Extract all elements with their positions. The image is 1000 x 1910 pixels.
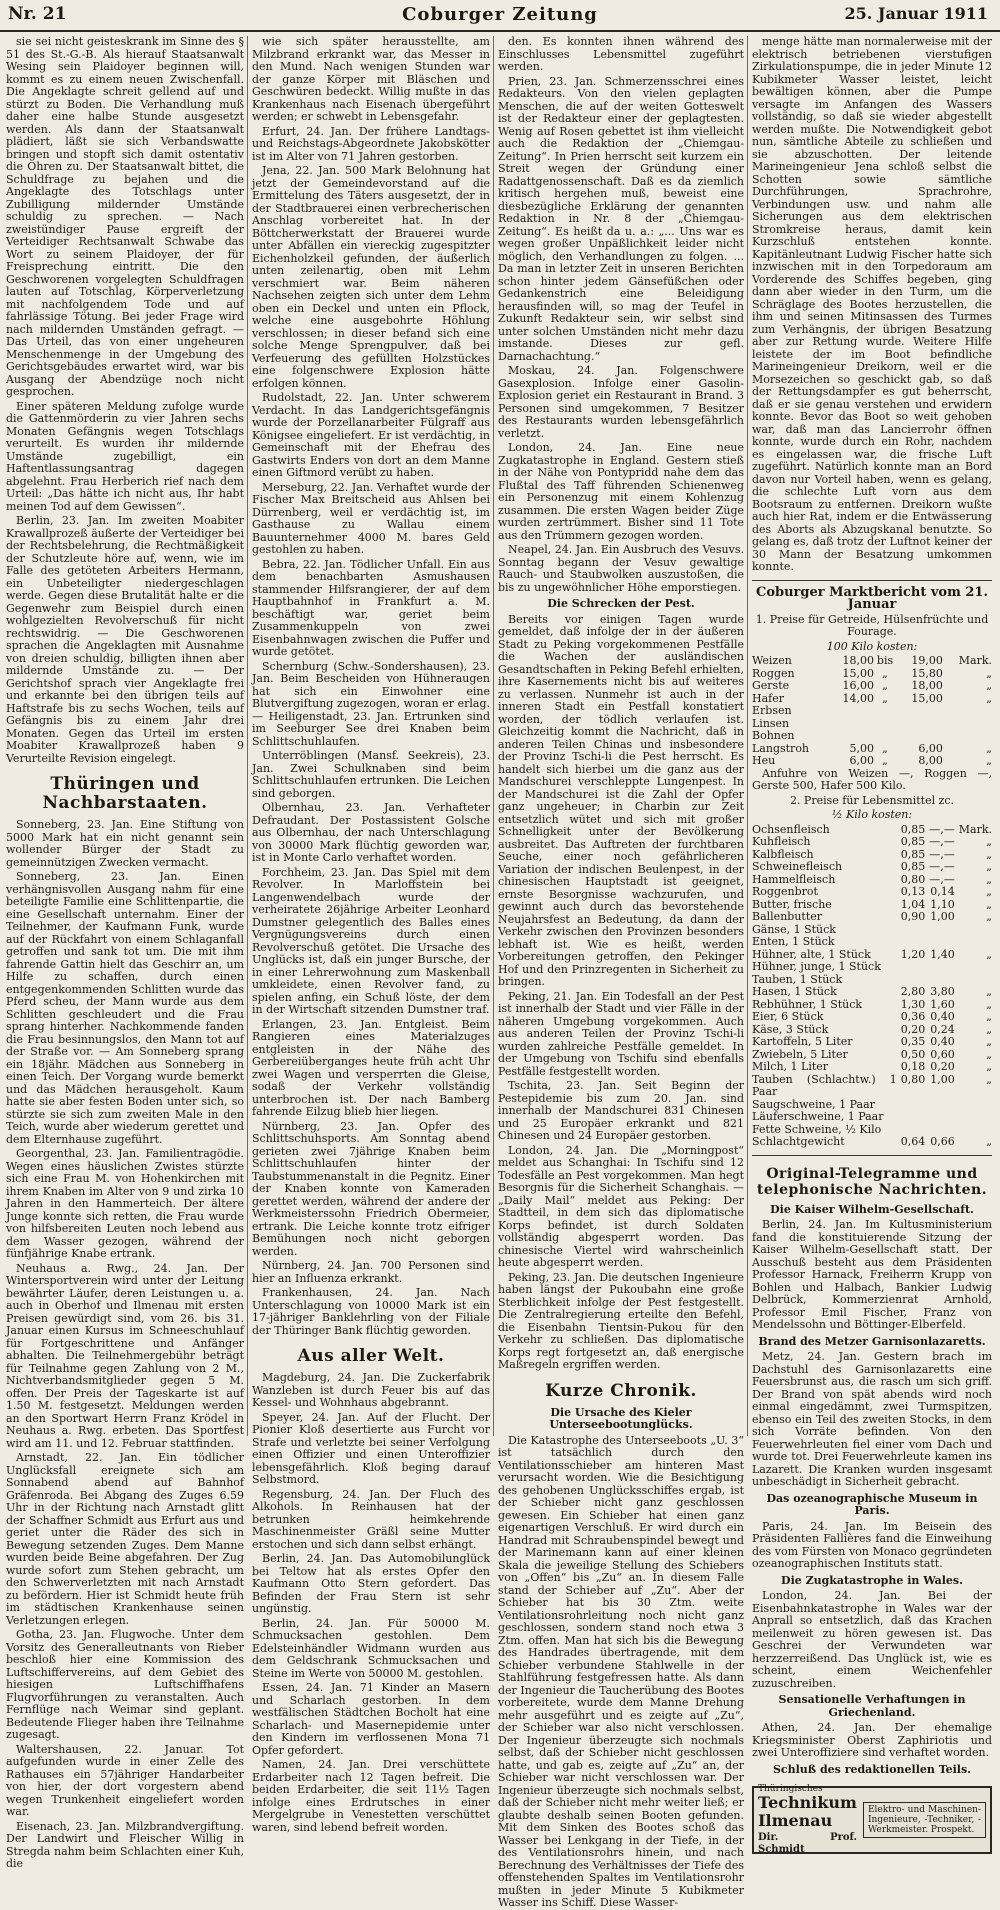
price-row xyxy=(752,680,992,693)
advertisement xyxy=(752,1783,992,1855)
price-cell-lo xyxy=(827,705,874,718)
price-cell-lo xyxy=(897,1111,926,1124)
article-paragraph: Die Katastrophe des Unterseeboots „U. 3“ ist tatsächlich durch den Ventilationsschieber am hinteren Mast verursacht worden. Wie die Besichtigung des gehobenen Unglücksschiffes ergab, ist der Schieber nicht ganz geschlossen gewesen. Ein Schieber hat einen ganz eigenartigen Verschluß. Er wird durch ein Handrad mit Schraubenspindel bewegt und der Marinemann kann auf einer kleinen Skala die jeweilige Stellung des Schiebers von „Offen“ bis „Zu“ an. In diesem Falle stand der Schieber auf „Zu“. Aber der Schieber hat bis 30 Ztm. weite Ventilationsrohrleitung noch nicht ganz geschlossen, sondern stand noch etwa 3 Ztm. offen. Man hat sich bis die Bewegung des Handrades übertragende, mit dem Schieber verbundene Stahlwelle in der Stahlführung festgefressen hatte. Als dann der Ingenieur die Taucherübung des Bootes vorbereitete, wurde dem Manne Drehung mehr ausgeführt und es zeigte auf „Zu“, der Schieber war also nicht verschlossen. Der Ingenieur überzeugte sich nochmals selbst, daß der Schieber nicht geschlossen hatte, und gab es, zeigte auf „Zu“ an, der Schieber war nicht verschlossen war. Der Ingenieur überzeugte sich nochmals selbst, daß der Schieber nicht mehr weiter ließ; er glaubte deshalb seinen Booten gefunden. Mit dem Sinken des Bootes schoß das Wasser bei Lenkgang in der Tiefe, in der des Ventilationsrohrs hinein, und nach Berechnung des Verhältnisses der Tiefe des offenstehenden Spaltes im Ventilationsrohr mußten in jeder Minute 5 Kubikmeter Wasser ins Schiff. Diese Wasser- xyxy=(498,1433,744,1909)
price-row xyxy=(752,911,992,924)
price-cell-unit: „ xyxy=(986,835,992,848)
price-cell-name: Enten, 1 Stück xyxy=(752,935,835,948)
price-cell-name: Hühner, junge, 1 Stück xyxy=(752,960,881,973)
price-cell-unit: „ xyxy=(986,947,992,961)
price-cell-lo: 0,13 xyxy=(900,885,926,898)
price-cell-lo: 5,00 xyxy=(849,741,875,755)
price-cell-hi xyxy=(896,718,943,731)
ad-top-line: Thüringisches xyxy=(758,1783,823,1794)
price-cell-unit: „ xyxy=(986,997,992,1011)
article-paragraph: Georgenthal, 23. Jan. Familientragödie. Wegen eines häuslichen Zwistes stürzte sich eine Frau M. von Hohenkirchen mit ihrem Knaben im Alter von 9 und zirka 10 Jahren in den Hammerteich. Der ältere Junge konnte sich retten, die Frau wurde von hilfsbereiten Leuten noch lebend aus dem Wasser gezogen, während der fünfjährige Knabe ertrank. xyxy=(6,1147,244,1260)
article-paragraph: Eisenach, 23. Jan. Milzbrandvergiftung. Der Landwirt und Fleischer Willig in Stregda nahm beim Schlachten einer Kuh, die xyxy=(6,1819,244,1870)
subheading: Die Schrecken der Pest. xyxy=(547,597,695,610)
article-paragraph: Nürnberg, 23. Jan. Opfer des Schlittschuhsports. Am Sonntag abend gerieten zwei 7jährige Knaben beim Schlittschuhlaufen hinter der Taubstummenanstalt in die Pegnitz. Einer der Knaben konnte von Kameraden gerettet werden, während der andere der Werkmeisterssohn Friedrich Obermeier, ertrank. Die Leiche konnte trotz eifriger Bemühungen noch nicht geborgen werden. xyxy=(252,1119,490,1258)
price-cell-lo: 0,85 xyxy=(900,835,926,848)
price-cell-name: Hühner, alte, 1 Stück xyxy=(752,947,871,961)
article-paragraph: Frankenhausen, 24. Jan. Nach Unterschlagung von 10000 Mark ist ein 17-jähriger Banklehrling von der Filiale der Thüringer Bank flüchtig geworden. xyxy=(252,1286,490,1337)
price-cell-hi: 0,60 xyxy=(930,1047,955,1061)
column-3 xyxy=(498,35,744,1909)
price-cell-name: Läuferschweine, 1 Paar xyxy=(752,1110,884,1123)
price-cell-name: Weizen xyxy=(752,654,792,667)
price-cell-hi: 0,14 xyxy=(930,885,955,898)
article-paragraph: Peking, 21. Jan. Ein Todesfall an der Pest ist innerhalb der Stadt und vier Fälle in der näheren Umgebung vorgekommen. Auch aus anderen Teilen der Provinz Tschi-li wurden zahlreiche Pestfälle gemeldet. In der Umgebung von Tschifu sind ebenfalls Pestfälle festgestellt worden. xyxy=(498,989,744,1078)
article-paragraph: Schernburg (Schw.-Sondershausen), 23. Jan. Beim Bescheiden von Hühneraugen hat sich ein Einwohner eine Blutvergiftung zugezogen, woran er erlag. — Heiligenstadt, 23. Jan. Ertrunken sind im Seeburger See drei Knaben beim Schlittschuhlaufen. xyxy=(252,659,490,748)
article-paragraph: Berlin, 24. Jan. Im Kultusministerium fand die konstituierende Sitzung der Kaiser Wilhelm-Gesellschaft statt. Der Ausschuß besteht aus dem Präsidenten Professor Harnack, Freiherrn Krupp von Bohlen und Halbach, Bankier Ludwig Delbrück, Kommerzienrat Arnhold, Professor Emil Fischer, Franz von Mendelssohn und Böttinger-Elberfeld. xyxy=(752,1218,992,1331)
issue-date: 25. Januar 1911 xyxy=(844,4,988,23)
price-row xyxy=(752,730,992,743)
price-cell-hi: —,— xyxy=(929,847,955,861)
price-cell-unit xyxy=(955,936,992,949)
price-cell-unit: „ xyxy=(986,1022,992,1036)
price-row xyxy=(752,836,992,849)
divider xyxy=(752,580,992,581)
price-cell-lo: 0,64 xyxy=(900,1135,926,1148)
price-cell-hi: 0,24 xyxy=(930,1022,955,1036)
price-row xyxy=(752,705,992,718)
price-cell-unit xyxy=(955,924,992,937)
subheading: Das ozeanographische Museum in Paris. xyxy=(766,1491,978,1517)
price-cell-hi: —,— xyxy=(929,860,955,873)
article-paragraph: Neapel, 24. Jan. Ein Ausbruch des Vesuvs. Sonntag begann der Vesuv gewaltige Rauch- und Staubwolken auszustoßen, die bis zu ungewöhnlicher Höhe emporstiegen. xyxy=(498,543,744,594)
price-cell-hi: 1,60 xyxy=(930,997,955,1011)
price-cell-lo: 0,85 xyxy=(900,860,926,873)
article-paragraph: Metz, 24. Jan. Gestern brach im Dachstuhl des Garnisonlazaretts eine Feuersbrunst aus, die rasch um sich griff. Der Brand von spät abends wird noch einmal eingedämmt, zwei Turmspitzen, ebenso ein Teil des zweiten Stocks, in dem sich Vorräte befinden. Von den Feuerwehrleuten fiel einer vom Dach und wurde tot. Drei Feuerwehrleute kamen ins Lazarett. Die Kranken wurden insgesamt unbeschädigt in Sicherheit gebracht. xyxy=(752,1350,992,1488)
price-cell-bis: „ xyxy=(882,679,888,692)
subheading: Die Kaiser Wilhelm-Gesellschaft. xyxy=(770,1202,974,1216)
article-paragraph: Magdeburg, 24. Jan. Die Zuckerfabrik Wanzleben ist durch Feuer bis auf das Kessel- und Wohnhaus abgebrannt. xyxy=(252,1371,490,1409)
price-cell-hi xyxy=(925,1111,955,1124)
column-4 xyxy=(752,35,992,1855)
article-paragraph: Sonneberg, 23. Jan. Einen verhängnisvollen Ausgang nahm für eine beteiligte Familie eine Schlittenpartie, die eine Gesellschaft unternahm. Einer der Teilnehmer, der Kaufmann Funk, wurde auf der Rückfahrt von einem Schlaganfall getroffen und sank tot um. Die mit ihm fahrende Gattin hielt das Geschirr an, um Hilfe zu schaffen, durch einen entgegenkommenden Schlitten wurde das Pferd scheu, der Mann wurde aus dem Schlitten geschleudert und die Frau sprang hinterher. Nachkommende fanden die Frau besinnungslos, den Mann tot auf der Straße vor. — Am Sonneberg sprang ein 18jähr. Mädchen aus Sonneberg in einen Teich. Der Vorgang wurde bemerkt und das Mädchen herausgeholt. Kaum hatte sie aber festen Boden unter sich, so stürzte sie sich zum zweiten Male in den Teich, wurde aber wiederum gerettet und dem Elternhause zugeführt. xyxy=(6,870,244,1146)
price-cell-name: Bohnen xyxy=(752,729,795,742)
price-cell-lo: 0,85 xyxy=(900,822,926,836)
article-paragraph: Erlangen, 23. Jan. Entgleist. Beim Rangieren eines Materialzuges entgleisten in der Nähe des Gerbereiüberganges heute früh acht Uhr zwei Wagen und versperrten die Gleise, sodaß der Verkehr vollständig unterbrochen ist. Der nach Bamberg fahrende Eilzug blieb hier liegen. xyxy=(252,1017,490,1118)
price-cell-hi xyxy=(925,924,955,937)
price-cell-lo: 1,20 xyxy=(900,947,926,961)
price-row xyxy=(752,886,992,899)
grain-price-table xyxy=(752,655,992,768)
price-cell-name: Hasen, 1 Stück xyxy=(752,985,837,998)
subheading: Brand des Metzer Garnisonlazaretts. xyxy=(758,1334,986,1348)
price-cell-hi: 15,80 xyxy=(911,666,943,680)
price-cell-bis xyxy=(874,730,896,743)
price-cell-unit: „ xyxy=(986,1060,992,1073)
price-cell-hi: 1,10 xyxy=(930,897,955,911)
price-cell-bis: „ xyxy=(882,666,888,680)
price-cell-lo: 0,20 xyxy=(900,1022,926,1036)
closing-line: Schluß des redaktionellen Teils. xyxy=(772,1762,972,1776)
column-rule xyxy=(247,36,248,1436)
price-cell-unit: „ xyxy=(986,691,992,705)
price-cell-name: Hammelfleisch xyxy=(752,872,836,886)
article-paragraph: Berlin, 24. Jan. Für 50000 M. Schmucksachen gestohlen. Dem Edelsteinhändler Widmann wurden aus dem Geldschrank Schmucksachen und Steine im Werte von 50000 M. gestohlen. xyxy=(252,1616,490,1680)
article-paragraph: Gotha, 23. Jan. Flugwoche. Unter dem Vorsitz des Generalleutnants von Rieber beschloß hier eine Kommission des Luftschiffervereins, auf dem Gebiet des hiesigen Luftschiffhafens Flugvorführungen zu veranstalten. Auch Fernflüge nach Weimar sind geplant. Bedeutende Flieger haben ihre Teilnahme zugesagt. xyxy=(6,1628,244,1741)
price-cell-unit xyxy=(955,1111,992,1124)
price-row xyxy=(752,986,992,999)
price-cell-unit xyxy=(943,718,992,731)
article-paragraph: Paris, 24. Jan. Im Beisein des Präsidenten Fallières fand die Einweihung des vom Fürsten von Monaco gegründeten ozeanographischen Instituts statt. xyxy=(752,1519,992,1570)
price-cell-name: Roggen xyxy=(752,666,795,680)
article-paragraph: Nürnberg, 24. Jan. 700 Personen sind hier an Influenza erkrankt. xyxy=(252,1259,490,1285)
market-unit-note: ½ Kilo kosten: xyxy=(831,808,913,821)
price-cell-name: Butter, frische xyxy=(752,897,832,911)
price-cell-name: Käse, 3 Stück xyxy=(752,1022,829,1036)
market-section-heading: 1. Preise für Getreide, Hülsenfrüchte und Fourage. xyxy=(755,612,989,638)
price-cell-lo: 0,50 xyxy=(900,1047,926,1061)
price-cell-lo xyxy=(897,924,926,937)
price-cell-lo: 0,35 xyxy=(900,1035,926,1048)
column-2 xyxy=(252,35,490,1834)
article-paragraph: Arnstadt, 22. Jan. Ein tödlicher Unglücksfall ereignete sich am Sonnabend abend auf Bahnhof Gräfenroda. Bei Abgang des Zuges 6.59 Uhr in der Richtung nach Arnstadt glitt der Schaffner Schmidt aus Erfurt aus und geriet unter die Räder des sich in Bewegung setzenden Zuges. Dem Manne wurden beide Beine abgefahren. Der Zug wurde sofort zum Stehen gebracht, um den Schwerverletzten mit nach Arnstadt zu befördern. Hier ist Schmidt heute früh im städtischen Krankenhause seinen Verletzungen erlegen. xyxy=(6,1451,244,1627)
price-cell-name: Gerste xyxy=(752,679,790,692)
price-cell-unit xyxy=(943,705,992,718)
article-paragraph: London, 24. Jan. Die „Morningpost“ meldet aus Schanghai: In Tschifu sind 12 Todesfälle an Pest vorgekommen. Man hegt Besorgnis für die Sicherheit Schanghais. — „Daily Mail“ meldet aus Peking: Der Stadtteil, in dem sich das diplomatische Korps befindet, ist durch Soldaten vollständig abgesperrt worden. Das chinesische Viertel wird wahrscheinlich heute abgesperrt werden. xyxy=(498,1143,744,1269)
price-cell-unit xyxy=(955,961,992,974)
price-cell-name: Langstroh xyxy=(752,741,810,755)
price-row xyxy=(752,1036,992,1049)
price-cell-lo xyxy=(827,730,874,743)
price-cell-lo: 16,00 xyxy=(842,679,875,692)
price-cell-hi: 6,00 xyxy=(918,741,943,755)
article-paragraph: Merseburg, 22. Jan. Verhaftet wurde der Fischer Max Breitscheid aus Ahlsen bei Dürrenberg, weil er verdächtig ist, im Gasthause zu Wallau einem Bauunternehmer 4000 M. bares Geld gestohlen zu haben. xyxy=(252,480,490,556)
article-paragraph: Regensburg, 24. Jan. Der Fluch des Alkohols. In Reinhausen hat der betrunken heimkehrende Maschinenmeister Gräßl seine Mutter erstochen und sich dann selbst erhängt. xyxy=(252,1487,490,1551)
column-1 xyxy=(6,35,244,1870)
price-row xyxy=(752,1111,992,1124)
article-paragraph: Einer späteren Meldung zufolge wurde die Gattenmörderin zu vier Jahren sechs Monaten Gefängnis wegen Totschlags verurteilt. Es wurden ihr mildernde Umstände zugebilligt, ein Haftentlassungsantrag dagegen abgelehnt. Frau Herberich rief nach dem Urteil: „Das hätte ich nicht aus, Ihr habt meinen Tod auf dem Gewissen“. xyxy=(6,399,244,513)
price-cell-bis: „ xyxy=(882,691,888,705)
price-cell-unit: „ xyxy=(986,847,992,861)
price-cell-name: Fette Schweine, ½ Kilo xyxy=(752,1122,882,1136)
column-rule xyxy=(747,36,748,1436)
price-row xyxy=(752,861,992,874)
price-cell-hi: 0,20 xyxy=(930,1060,955,1073)
article-paragraph: Sonneberg, 23. Jan. Eine Stiftung von 5000 Mark hat ein nicht genannt sein wollender Bürger der Stadt zu gemeinnützigen Zwecken vermacht. xyxy=(6,818,244,869)
market-section-heading: 2. Preise für Lebensmittel zc. xyxy=(789,793,955,807)
article-paragraph: Waltershausen, 22. Januar. Tot aufgefunden wurde in einer Zelle des Rathauses ein 57jähriger Handarbeiter von hier, der dort vorgestern abend wegen Trunkenheit eingeliefert worden war. xyxy=(6,1742,244,1818)
price-cell-bis: „ xyxy=(882,754,888,767)
price-cell-unit: „ xyxy=(986,741,992,755)
price-cell-name: Heu xyxy=(752,754,776,767)
price-cell-hi: 1,00 xyxy=(930,910,955,923)
newspaper-title: Coburger Zeitung xyxy=(402,4,598,25)
price-cell-hi: 8,00 xyxy=(918,754,943,767)
price-cell-lo: 1,30 xyxy=(900,997,926,1011)
article-paragraph: Bereits vor einigen Tagen wurde gemeldet, daß infolge der in der äußeren Stadt zu Peking vorgekommenen Pestfälle die Wachen der ausländischen Gesandtschaften in Peking Befehl erhielten, ihre Kasernements nicht bis auf weiteres zu verlassen. Nunmehr ist auch in der inneren Stadt ein Pestfall konstatiert worden, der tödlich verlaufen ist. Gleichzeitig kommt die Nachricht, daß in anderen Teilen Chinas und insbesondere der Provinz Tschi-li die Pest herrscht. Es handelt sich hierbei um die ganz aus der Mandschurei verschleppte Lungenpest. In der Mandschurei ist die Zahl der Opfer ganz ungeheuer; in Charbin zur Zeit entsetzlich wütet und sich mit großer Schnelligkeit unter der Bevölkerung ausbreitet. Das Auftreten der furchtbaren Seuche, einer noch gefährlicheren Variation der indischen Beulenpest, in der chinesischen Hauptstadt ist geeignet, ernste Besorgnisse wachzurufen, und gewinnt auch durch das bevorstehende Neujahrsfest an Bedeutung, da dann der Verkehr zwischen den Provinzen besonders lebhaft ist. Wie es heißt, werden Vorbereitungen getroffen, den Pekinger Hof und den Prinzregenten in Sicherheit zu bringen. xyxy=(498,612,744,988)
price-cell-lo: 0,80 xyxy=(900,872,926,886)
article-paragraph: Forchheim, 23. Jan. Das Spiel mit dem Revolver. In Marloffstein bei Langenwendelbach wurde der verheiratete 26jährige Arbeiter Leonhard Dumstner gelegentlich des Balles eines Vergnügungsvereins durch einen Revolverschuß getötet. Die Ursache des Unglücks ist, daß ein junger Bursche, der in einer Lehrerwohnung zum Maskenball umkleidete, einen Revolver fand, zu spielen anfing, ein Schuß löste, der dem in der Wirtschaft sitzenden Dumstner traf. xyxy=(252,865,490,1016)
price-row xyxy=(752,936,992,949)
price-row xyxy=(752,1074,992,1099)
article-paragraph: Tschita, 23. Jan. Seit Beginn der Pestepidemie bis zum 20. Jan. sind innerhalb der Mandschurei 831 Chinesen und 25 Europäer erkrankt und 821 Chinesen und 24 Europäer gestorben. xyxy=(498,1079,744,1142)
price-cell-lo xyxy=(827,718,874,731)
price-cell-hi xyxy=(896,705,943,718)
price-cell-name: Milch, 1 Liter xyxy=(752,1060,829,1073)
subheading: Die Ursache des Kieler Unterseebootunglücks. xyxy=(549,1405,693,1431)
article-paragraph: Unterröblingen (Mansf. Seekreis), 23. Jan. Zwei Schulknaben sind beim Schlittschuhlaufen ertrunken. Die Leichen sind geborgen. xyxy=(252,749,490,800)
price-cell-name: Ballenbutter xyxy=(752,910,823,923)
price-cell-unit: „ xyxy=(986,1035,992,1048)
article-paragraph: Neuhaus a. Rwg., 24. Jan. Der Wintersportverein wird unter der Leitung bewährter Läufer, deren Leistungen u. a. auch in Oberhof und Ilmenau mit ersten Preisen gewürdigt sind, vom 26. bis 31. Januar einen Kursus im Schneeschuhlauf für Fortgeschrittene und Anfänger abhalten. Die Teilnehmergebühr beträgt für Teilnahme gegen Zahlung von 2 M., Nichtverbandsmitglieder gegen 5 M. offen. Der Preis der Tageskarte ist auf 1.50 M. festgesetzt. Meldungen werden an den Sportwart Herrn Franz Krödel in Neuhaus a. Rwg. erbeten. Das Sportfest wird am 11. und 12. Februar stattfinden. xyxy=(6,1261,244,1450)
price-cell-lo: 0,80 xyxy=(900,1072,926,1086)
price-cell-name: Tauben, 1 Stück xyxy=(752,972,843,986)
price-cell-name: Linsen xyxy=(752,716,790,730)
price-row xyxy=(752,755,992,768)
page-number: Nr. 21 xyxy=(8,4,67,24)
article-paragraph: Moskau, 24. Jan. Folgenschwere Gasexplosion. Infolge einer Gasolin-Explosion geriet ein Restaurant in Brand. 3 Personen sind umgekommen, 7 Besitzer des Restaurants wurden lebensgefährlich verletzt. xyxy=(498,364,744,440)
article-paragraph: Jena, 22. Jan. 500 Mark Belohnung hat jetzt der Gemeindevorstand auf die Ermittelung des Täters ausgesetzt, der in der Stadtbrauerei einen verbrecherischen Anschlag vorbereitet hat. In der Böttcherwerkstatt der Brauerei wurde unter Abfällen ein viereckig zugespitzter Eichenholzkeil gefunden, der äußerlich unten zeilenartig, oben mit Lehm verschmiert war. Beim näheren Nachsehen zeigten sich unter dem Lehm oben ein Deckel und unten ein Pflock, welche eine ausgebohrte Höhlung verschlossen; in dieser befand sich eine solche Menge Sprengpulver, daß bei Verfeuerung des gefüllten Holzstückes eine folgenschwere Explosion hätte erfolgen können. xyxy=(252,164,490,390)
market-note: Anfuhre von Weizen —, Roggen —, Gerste 500, Hafer 500 Kilo. xyxy=(752,766,992,792)
price-cell-bis: „ xyxy=(882,741,888,755)
price-cell-lo xyxy=(897,961,926,974)
price-cell-unit: „ xyxy=(986,860,992,873)
section-heading: Aus aller Welt. xyxy=(297,1346,445,1366)
market-unit-note: 100 Kilo kosten: xyxy=(826,639,918,653)
price-cell-hi: 18,00 xyxy=(911,679,943,692)
price-row xyxy=(752,1011,992,1024)
price-cell-lo: 2,80 xyxy=(900,985,926,998)
section-heading: Kurze Chronik. xyxy=(545,1380,697,1401)
article-paragraph: wie sich später herausstellte, am Milzbrand erkrankt war, das Messer in den Mund. Nach wenigen Stunden war der ganze Körper mit Bläschen und Geschwüren bedeckt. Willig mußte in das Krankenhaus nach Eisenach übergeführt werden; er schwebt in Lebensgefahr. xyxy=(252,35,490,123)
price-cell-name: Schlachtgewicht xyxy=(752,1135,845,1148)
price-cell-hi: 1,40 xyxy=(930,947,955,961)
price-cell-unit: „ xyxy=(986,1135,992,1148)
price-cell-hi: —,— xyxy=(929,872,955,886)
article-paragraph: Rudolstadt, 22. Jan. Unter schwerem Verdacht. In das Landgerichtsgefängnis wurde der Porzellanarbeiter Fülgraff aus Königsee eingeliefert. Er ist verdächtig, in Gemeinschaft mit der Ehefrau des Gastwirts Enders von dort an dem Manne einen Giftmord verübt zu haben. xyxy=(252,391,490,479)
article-paragraph: Athen, 24. Jan. Der ehemalige Kriegsminister Oberst Zaphiriotis und zwei Unteroffiziere sind verhaftet worden. xyxy=(752,1721,992,1759)
price-cell-hi: 0,40 xyxy=(930,1035,955,1048)
price-cell-hi: 0,66 xyxy=(930,1135,955,1148)
price-cell-hi xyxy=(925,936,955,949)
ad-side-text: Elektro- und Maschinen-Ingenieure, -Techniker, -Werkmeister. Prospekt. xyxy=(863,1802,986,1838)
market-report-title: Coburger Marktbericht vom 21. Januar xyxy=(756,584,988,612)
price-cell-lo: 0,18 xyxy=(900,1060,926,1073)
section-heading: Original-Telegramme und telephonische Nachrichten. xyxy=(756,1165,988,1198)
price-cell-name: Tauben (Schlachtw.) 1 Paar xyxy=(752,1072,897,1098)
price-cell-lo: 15,00 xyxy=(842,666,875,680)
price-cell-name: Gänse, 1 Stück xyxy=(752,922,836,936)
price-cell-lo: 0,36 xyxy=(900,1010,926,1023)
price-cell-name: Zwiebeln, 5 Liter xyxy=(752,1047,848,1061)
article-paragraph: Berlin, 23. Jan. Im zweiten Moabiter Krawallprozeß äußerte der Verteidiger bei der Rechtsbelehrung, die Rechtmäßigkeit der Schutzleute höre auf, wenn, wie im Falle des getöteten Arbeiters Hermann, ein Unbeteiligter niedergeschlagen werde. Gegen diese Brutalität halte er die Gegenwehr zum Beispiel durch einen wohlgezielten Revolverschuß für nicht rechtswidrig. — Die Geschworenen sprachen die Angeklagten mit Ausnahme von dreien schuldig, billigten ihnen aber mildernde Umstände zu. — Der Gerichtshof sprach vier Angeklagte frei und erkannte bei den übrigen teils auf Haftstrafe bis zu sechs Wochen, teils auf Gefängnis bis zu einem Jahr drei Monaten. Gegen das Urteil im ersten Moabiter Krawallprozeß haben 9 Verurteilte Revision eingelegt. xyxy=(6,514,244,765)
price-cell-lo: 6,00 xyxy=(849,754,875,767)
price-cell-name: Kuhfleisch xyxy=(752,835,811,848)
price-cell-name: Hafer xyxy=(752,691,784,705)
price-cell-unit: „ xyxy=(986,1072,992,1086)
subheading: Die Zugkatastrophe in Wales. xyxy=(781,1573,963,1587)
price-cell-unit: „ xyxy=(986,1010,992,1023)
price-cell-bis xyxy=(874,705,896,718)
divider xyxy=(752,1155,992,1156)
price-cell-lo: 0,85 xyxy=(900,847,926,861)
article-paragraph: Essen, 24. Jan. 71 Kinder an Masern und Scharlach gestorben. In dem westfälischen Städtchen Bocholt hat eine Scharlach- und Masernepidemie unter den Kindern im verflossenen Mona 71 Opfer gefordert. xyxy=(252,1681,490,1757)
article-paragraph: den. Es konnten ihnen während des Einschlusses Lebensmittel zugeführt werden. xyxy=(498,35,744,73)
article-paragraph: Prien, 23. Jan. Schmerzensschrei eines Redakteurs. Von den vielen geplagten Menschen, die auf der weiten Gotteswelt ist der Redakteur einer der geplagtesten. Wenig auf Rosen gebettet ist ihm vielleicht auch die Redaktion der „Chiemgau-Zeitung“. In Prien herrscht seit kurzem ein Streit wegen der Gründung einer Radattgenossenschaft. Daß es da ziemlich kritisch hergehen muß, beweist eine diesbezügliche Erklärung der genannten Redaktion in Nr. 8 der „Chiemgau-Zeitung“. Es heißt da u. a.: „... Uns war es wegen großer Unpäßlichkeit leider nicht möglich, den Verhandlungen zu folgen. ... Da man in letzter Zeit in unseren Berichten schon hinter jedem Gänsefüßchen oder Gedankenstrich eine Beleidigung herausfinden will, so mag der Teufel in Zukunft Redakteur sein, wir selbst sind unter solchen Umständen nicht mehr dazu imstande. Dieses zur gefl. Darnachachtung.“ xyxy=(498,74,744,363)
price-cell-name: Kartoffeln, 5 Liter xyxy=(752,1035,853,1048)
price-cell-unit: „ xyxy=(986,666,992,680)
price-cell-lo: 14,00 xyxy=(842,691,875,705)
price-cell-bis xyxy=(874,718,896,731)
price-cell-lo xyxy=(897,936,926,949)
price-row xyxy=(752,655,992,668)
article-paragraph: Namen, 24. Jan. Drei verschüttete Erdarbeiter nach 12 Tagen befreit. Die beiden Erdarbeiter, die seit 11½ Tagen infolge eines Erdrutsches in einer Mergelgrube in Venestetten verschüttet waren, sind lebend befreit worden. xyxy=(252,1758,490,1834)
price-cell-unit: „ xyxy=(986,910,992,923)
price-cell-name: Rebhühner, 1 Stück xyxy=(752,997,863,1011)
price-cell-unit: „ xyxy=(986,872,992,886)
article-paragraph: Bebra, 22. Jan. Tödlicher Unfall. Ein aus dem benachbarten Asmushausen stammender Hilfsrangierer, der auf dem Hauptbahnhof in Frankfurt a. M. beschäftigt war, geriet beim Zusammenkuppeln von zwei Eisenbahnwagen zwischen die Puffer und wurde getötet. xyxy=(252,557,490,658)
price-cell-lo xyxy=(897,1099,926,1112)
article-paragraph: Peking, 23. Jan. Die deutschen Ingenieure haben längst der Pukoubahn eine große Sterblichkeit infolge der Pest festgestellt. Die Zentralregierung erteilte den Befehl, die Eisenbahn Tientsin-Pukou für den Verkehr zu schließen. Das diplomatische Korps regt fortgesetzt an, daß energische Maßregeln ergriffen werden. xyxy=(498,1270,744,1371)
column-rule xyxy=(493,36,494,1436)
price-row xyxy=(752,1061,992,1074)
price-row xyxy=(752,1136,992,1149)
price-cell-name: Kalbfleisch xyxy=(752,847,814,861)
price-cell-name: Schweinefleisch xyxy=(752,860,843,873)
article-paragraph: Speyer, 24. Jan. Auf der Flucht. Der Pionier Kloß desertierte aus Furcht vor Strafe und verletzte bei seiner Verfolgung einen Offizier und einen Unteroffizier lebensgefährlich. Kloß beging darauf Selbstmord. xyxy=(252,1410,490,1486)
price-cell-unit: „ xyxy=(986,679,992,692)
ad-title: Technikum Ilmenau xyxy=(758,1792,857,1830)
article-paragraph: Olbernhau, 23. Jan. Verhafteter Defraudant. Der Postassistent Golsche aus Olbernhau, der nach Unterschlagung von 30000 Mark flüchtig geworden war, ist in Monte Carlo verhaftet worden. xyxy=(252,801,490,864)
price-cell-unit xyxy=(955,1099,992,1112)
price-cell-unit: „ xyxy=(986,754,992,767)
article-paragraph: sie sei nicht geisteskrank im Sinne des § 51 des St.-G.-B. Als hierauf Staatsanwalt Wesing sein Plaidoyer beginnen will, kommt es zu einem neuen Zwischenfall. Die Angeklagte schreit gellend auf und stürzt zu Boden. Die Verhandlung muß daher eine halbe Stunde ausgesetzt werden. Als dann der Staatsanwalt plädiert, läßt sie sich Verbandswatte bringen und stopft sich damit ostentativ die Ohren zu. Der Staatsanwalt bittet, die Schuldfrage zu bejahen und die Angeklagte des Totschlags unter Zubilligung mildernder Umstände schuldig zu sprechen. — Nach zweistündiger Pause ergreift der Verteidiger Rechtsanwalt Schwabe das Wort zu seinem Plaidoyer, der für Freisprechung eintritt. Die den Geschworenen vorgelegten Schuldfragen lauten auf Totschlag, Körperverletzung mit nachfolgendem Tode und auf fahrlässige Tötung. Bei jeder Frage wird nach mildernden Umständen gefragt. — Das Urteil, das von einer ungeheuren Menschenmenge in der Umgebung des Gerichtsgebäudes erwartet wird, war bis Ausgang der Abendzüge noch nicht gesprochen. xyxy=(6,35,244,398)
price-cell-unit: „ xyxy=(986,1047,992,1061)
article-paragraph: menge hätte man normalerweise mit der elektrisch betriebenen vierstufigen Zirkulationspumpe, die in jeder Minute 12 Kubikmeter Wasser leistet, leicht bewältigen können, aber die Pumpe versagte im Anfangen des Wassers vollständig, so daß sie wieder abgestellt werden mußte. Die Notwendigkeit gebot nun, sämtliche Abteile zu schließen und sie abzuschotten. Der leitende Marineingenieur Jena schloß selbst die Schotten sowie sämtliche Durchführungen, Sprachrohre, Verbindungen usw. und nahm alle Sicherungen aus dem elektrischen Stromkreise heraus, damit kein Kurzschluß entstehen konnte. Kapitänleutnant Ludwig Fischer hatte sich inzwischen mit in den Torpedoraum am Vorderende des Schiffes begeben, ging dann aber wieder in den Turm, um die Schräglage des Bootes herzustellen, die ihm und seinen Mitinsassen des Turmes zum Verhängnis, der übrigen Besatzung aber zur Rettung wurde. Weitere Hilfe leistete der im Boot befindliche Marineingenieur Dreikorn, weil er die Morsezeichen so geschickt gab, so daß der Rettungsdampfer es gut beherrscht, daß er sie genau verstehen und erwidern konnte. Bevor das Boot so weit gehoben war, daß man das Lancierrohr öffnen konnte, wurde durch ein Rohr, nachdem es eingelassen war, die frische Luft zugeführt. Natürlich konnte man an Bord davon nur Vorteil haben, wenn es gelang, die schlechte Luft vorn aus dem Bootsraum zu entfernen. Dreikorn wußte auch hier Rat, indem er die Entwässerung des Aborts als Abzugskanal benutzte. So gelang es, daß trotz der Luftnot keiner der 30 Mann der Besatzung umkommen konnte. xyxy=(752,35,992,573)
price-cell-hi: 19,00 xyxy=(911,654,943,667)
price-cell-unit: „ xyxy=(986,897,992,911)
price-cell-unit xyxy=(943,730,992,743)
price-cell-hi: 1,00 xyxy=(930,1072,955,1086)
price-cell-name: Roggenbrot xyxy=(752,885,818,898)
article-paragraph: London, 24. Jan. Bei der Eisenbahnkatastrophe in Wales war der Anprall so entsetzlich, daß das Krachen meilenweit zu hören gewesen ist. Das Geschrei der Verwundeten war herzzerreißend. Das Unglück ist, wie es scheint, einem Weichenfehler zuzuschreiben. xyxy=(752,1589,992,1690)
price-cell-hi: 3,80 xyxy=(930,985,955,998)
article-paragraph: Berlin, 24. Jan. Das Automobilunglück bei Teltow hat als erstes Opfer den Kaufmann Otto Stern gefordert. Das Befinden der Frau Stern ist sehr ungünstig. xyxy=(252,1552,490,1615)
food-price-table xyxy=(752,824,992,1149)
price-cell-hi xyxy=(925,961,955,974)
masthead xyxy=(0,0,1000,32)
price-cell-name: Erbsen xyxy=(752,704,792,717)
price-cell-lo: 0,90 xyxy=(900,910,926,923)
subheading: Sensationelle Verhaftungen in Griechenland. xyxy=(778,1693,966,1719)
price-cell-unit: Mark. xyxy=(958,654,992,667)
ad-director: Dir. Prof. Schmidt xyxy=(758,1831,857,1855)
price-cell-unit: „ xyxy=(986,985,992,998)
price-cell-hi xyxy=(896,730,943,743)
price-cell-unit: „ xyxy=(986,885,992,898)
price-cell-unit: Mark. xyxy=(958,822,992,836)
price-cell-lo: 1,04 xyxy=(900,897,926,911)
price-cell-hi xyxy=(925,1099,955,1112)
article-paragraph: London, 24. Jan. Eine neue Zugkatastrophe in England. Gestern stieß in der Nähe von Pontypridd nahe dem das Flußtal des Taff führenden Schienenweg ein Personenzug mit einem Kohlenzug zusammen. Die ersten Wagen beider Züge wurden zertrümmert. Bisher sind 11 Tote aus den Trümmern gezogen worden. xyxy=(498,441,744,542)
price-cell-hi: —,— xyxy=(929,822,955,836)
price-cell-bis: bis xyxy=(876,654,894,667)
section-heading: Thüringen und Nachbarstaaten. xyxy=(42,774,208,813)
price-cell-lo: 18,00 xyxy=(842,654,875,667)
price-cell-hi: —,— xyxy=(929,835,955,848)
price-cell-name: Saugschweine, 1 Paar xyxy=(752,1097,875,1111)
price-cell-hi: 15,00 xyxy=(911,691,943,705)
price-row xyxy=(752,961,992,974)
price-cell-name: Ochsenfleisch xyxy=(752,822,830,836)
price-cell-name: Eier, 6 Stück xyxy=(752,1010,824,1023)
article-paragraph: Erfurt, 24. Jan. Der frühere Landtags- und Reichstags-Abgeordnete Jakobskötter ist im Alter von 71 Jahren gestorben. xyxy=(252,124,490,163)
price-cell-hi: 0,40 xyxy=(930,1010,955,1023)
